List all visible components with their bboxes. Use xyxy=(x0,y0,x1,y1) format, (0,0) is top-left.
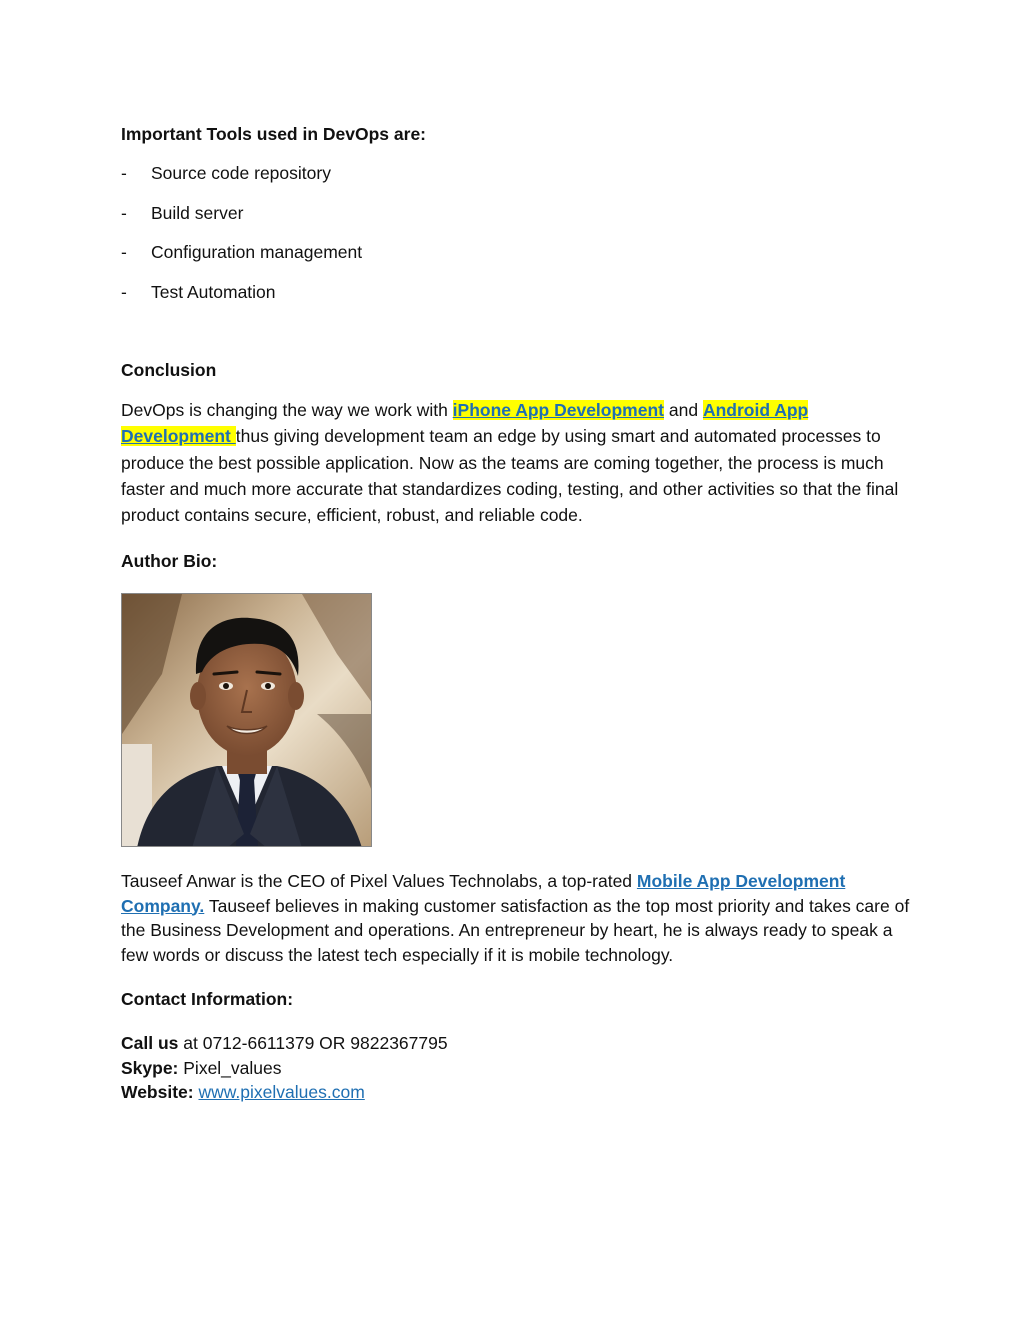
bullet-dash: - xyxy=(121,242,127,262)
call-value: at 0712-6611379 OR 9822367795 xyxy=(178,1033,448,1053)
bullet-dash: - xyxy=(121,202,127,223)
author-bio-heading: Author Bio: xyxy=(121,551,218,571)
conclusion-text-before: DevOps is changing the way we work with xyxy=(121,400,453,420)
bullet-dash: - xyxy=(121,163,127,183)
list-item-text: Test Automation xyxy=(151,281,276,302)
conclusion-heading: Conclusion xyxy=(121,360,217,380)
list-item-text: Source code repository xyxy=(151,163,331,183)
skype-label: Skype: xyxy=(121,1057,179,1078)
call-line xyxy=(121,1031,911,1056)
website-link[interactable]: www.pixelvalues.com xyxy=(198,1082,365,1102)
website-line xyxy=(121,1080,911,1105)
contact-heading: Contact Information: xyxy=(121,989,294,1009)
iphone-app-development-link[interactable]: iPhone App Development xyxy=(452,400,664,420)
bio-text-before: Tauseef Anwar is the CEO of Pixel Values Technolabs, a top-rated xyxy=(121,871,637,891)
author-photo xyxy=(121,593,372,847)
conclusion-text-mid: and xyxy=(664,400,703,420)
conclusion-text-after: thus giving development team an edge by using smart and automated processes to produce the best possible application. Now as the teams are coming together, the process is much faster and much more accurate that standardizes coding, testing, and other activities so that the final product contains secure, efficient, robust, and reliable code. xyxy=(121,426,899,526)
skype-value: Pixel_values xyxy=(178,1057,282,1078)
mobile-app-development-company-link[interactable]: Mobile App Development Company. xyxy=(121,871,846,916)
bullet-dash: - xyxy=(121,281,127,302)
list-item-text: Configuration management xyxy=(151,242,363,262)
conclusion-paragraph xyxy=(121,397,911,528)
author-bio-paragraph xyxy=(121,869,911,967)
contact-block xyxy=(121,1031,911,1105)
android-app-development-link[interactable]: Android App Development xyxy=(121,400,809,447)
list-item-text: Build server xyxy=(151,202,244,223)
skype-line xyxy=(121,1056,911,1081)
website-label: Website: xyxy=(121,1082,194,1102)
tools-heading: Important Tools used in DevOps are: xyxy=(121,124,427,144)
bio-text-after: Tauseef believes in making customer satisfaction as the top most priority and takes care of the Business Development and operations. An entrepreneur by heart, he is always ready to speak a few words or discuss the latest tech especially if it is mobile technology. xyxy=(121,895,910,965)
call-label: Call us xyxy=(121,1033,179,1053)
